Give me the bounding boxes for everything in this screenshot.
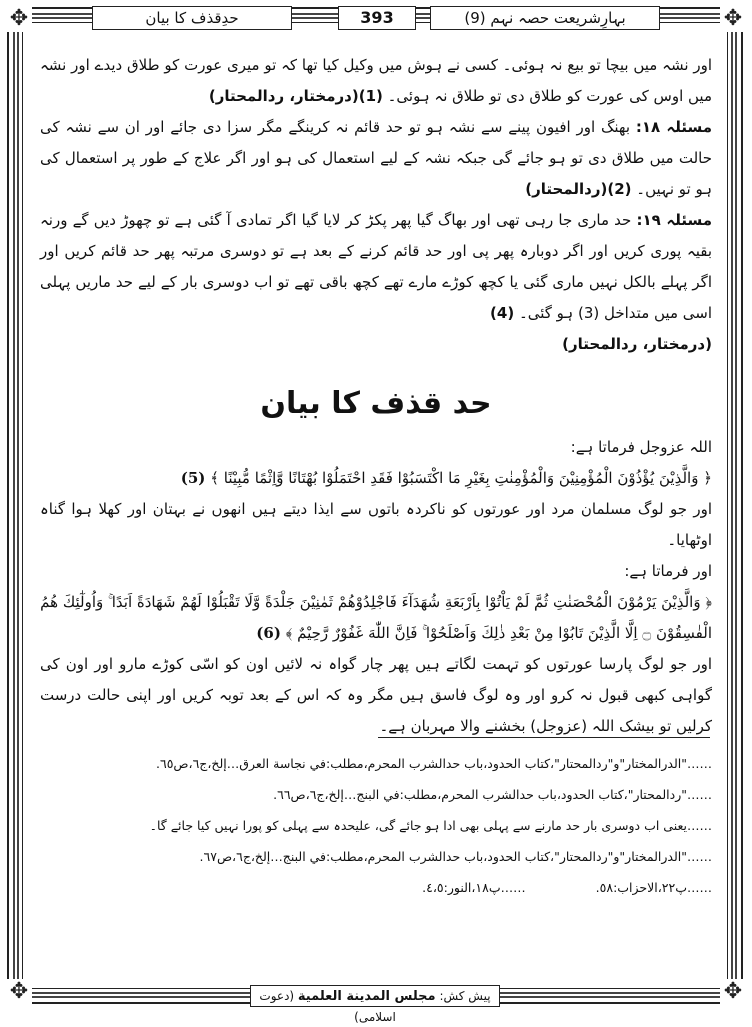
footer-org: مجلس المدينة العلمية (297, 989, 436, 1004)
translation-2: اور جو لوگ پارسا عورتوں کو تہمت لگاتے ہیں پھر چار گواہ نہ لائیں اون کو اسّی کوڑے مارو اور اون کی گواہی کبھی قبول نہ کرو اور وہ لوگ فاسق ہیں مگر وہ کہ اس کے بعد توبہ کریں اور اپنی حالت درست کرلیں تو بیشک اللہ (عزوجل) بخشنے والا مہربان ہے۔ (40, 655, 712, 735)
verse-text: ﴿ وَالَّذِيْنَ يُؤْذُوْنَ الْمُؤْمِنِيْنَ وَالْمُؤْمِنٰتِ بِغَيْرِ مَا اكْتَسَبُوْا فَقَدِ احْتَمَلُوْا بُهْتَانًا وَّاِثْمًا مُّبِيْنًا ﴾ (210, 469, 712, 487)
footnote-marker: (5) (180, 469, 206, 487)
reference: (1)(درمختار، ردالمحتار) (208, 87, 383, 105)
masala-label: مسئلہ ۱۹: (636, 211, 712, 229)
masala-19 (40, 205, 712, 360)
footer-presenter: پیش کش: (439, 989, 491, 1003)
paragraph-text: اور نشہ میں بیچا تو بیع نہ ہوئی۔ کسی نے ہوش میں وکیل کیا تھا کہ تو میری عورت کو طلاق دیدے اور نشہ میں اوس کی عورت کو طلاق دی تو طلاق نہ ہوئی۔ (40, 56, 712, 105)
footnote-3: ……یعنی اب دوسری بار حد مارنے سے پہلی بھی ادا ہو جائے گی، علیحدہ سے پہلی کو پورا نہیں کیا جائے گا۔ (149, 818, 712, 833)
footnote-4: ……"الدرالمختار"و"ردالمحتار"،كتاب الحدود،باب حدالشرب المحرم،مطلب:في البنج…إلخ،ج٦،ص٦٧. (199, 849, 712, 864)
footnote-2: ……"ردالمحتار"،كتاب الحدود،باب حدالشرب المحرم،مطلب:في البنج…إلخ،ج٦،ص٦٦. (273, 787, 712, 802)
footnote-marker: (6) (256, 624, 281, 642)
masala-text: حد ماری جا رہی تھی اور بھاگ گیا پھر پکڑ کر لایا گیا اگر تمادی آ گئی ہے تو چھوڑ دیں گے ورنہ بقیہ پوری کریں اور اگر دوبارہ پھر پی اور حد قائم کرنے کے بعد ہے تو دوسری مرتبہ پھر حد قائم کریں اور اگر پہلے بالکل نہیں ماری گئی یا کچھ کوڑے مارے تھے کچھ باقی تھے تو اب دوسری بار کے لیے حد ماریں پہلی اسی میں متداخل (3) ہو گئی۔ (40, 211, 712, 322)
page-footer (250, 985, 500, 1024)
footer-sub: (دعوت اسلامی) (259, 989, 396, 1024)
masala-18 (40, 112, 712, 205)
intro-line-2: اور فرماتا ہے: (624, 562, 712, 580)
corner-ornament-icon: ✥ (720, 6, 746, 32)
quran-verse-1 (40, 463, 712, 494)
quran-verse-2 (40, 587, 712, 649)
verse-text: ﴿ وَالَّذِيْنَ يَرْمُوْنَ الْمُحْصَنٰتِ ثُمَّ لَمْ يَاْتُوْا بِاَرْبَعَةِ شُهَدَآءَ فَاجْلِدُوْهُمْ ثَمٰنِيْنَ جَلْدَةً وَّلَا تَقْبَلُوْا لَهُمْ شَهَادَةً اَبَدًا ۚ وَاُولٰٓئِكَ هُمُ الْفٰسِقُوْنَ ۝ اِلَّا الَّذِيْنَ تَابُوْا مِنْ بَعْدِ ذٰلِكَ وَاَصْلَحُوْا ۚ فَاِنَّ اللّٰهَ غَفُوْرٌ رَّحِيْمٌ ﴾ (40, 593, 712, 642)
footnote-divider (378, 737, 710, 738)
translation-1: اور جو لوگ مسلمان مرد اور عورتوں کو ناکردہ باتوں سے ایذا دیتے ہیں انھوں نے بہتان اور کھلا ہوا گناہ اوٹھایا۔ (40, 500, 712, 549)
corner-ornament-icon: ✥ (6, 6, 32, 32)
paragraph-1 (40, 50, 712, 112)
reference: (2)(ردالمحتار) (525, 180, 632, 198)
footnote-row (40, 872, 712, 903)
footnote-marker: (4) (490, 304, 515, 322)
reference: (درمختار، ردالمحتار) (562, 335, 712, 353)
footnote-1: ……"الدرالمختار"و"ردالمحتار"،كتاب الحدود،باب حدالشرب المحرم،مطلب:في نجاسة العرق…إلخ،ج٦،ص٦٥. (156, 756, 712, 771)
intro-line: اللہ عزوجل فرماتا ہے: (570, 438, 712, 456)
section-heading: حد قذف کا بیان (260, 386, 492, 421)
main-content (40, 50, 712, 742)
page-number: 393 (338, 6, 416, 30)
book-title: بہارِشریعت حصہ نہم (9) (430, 6, 660, 30)
chapter-title: حدِقذف کا بیان (92, 6, 292, 30)
corner-ornament-icon: ✥ (6, 979, 32, 1005)
footnote-5: ……پ٢٢،الاحزاب:٥٨. (595, 880, 712, 895)
masala-label: مسئلہ ۱۸: (635, 118, 712, 136)
corner-ornament-icon: ✥ (720, 979, 746, 1005)
footnotes (40, 748, 712, 903)
masala-text: بھنگ اور افیون پینے سے نشہ ہو تو حد قائم نہ کرینگے مگر سزا دی جائے اور ان سے نشہ کی حالت میں طلاق دی تو ہو جائے گی جبکہ نشہ کے لیے استعمال کی ہو اور اگر علاج کے طور پر استعمال کی ہو تو نہیں۔ (40, 118, 712, 198)
footnote-6: ……پ١٨،النور:٤،٥. (422, 880, 526, 895)
page-header (0, 2, 752, 32)
